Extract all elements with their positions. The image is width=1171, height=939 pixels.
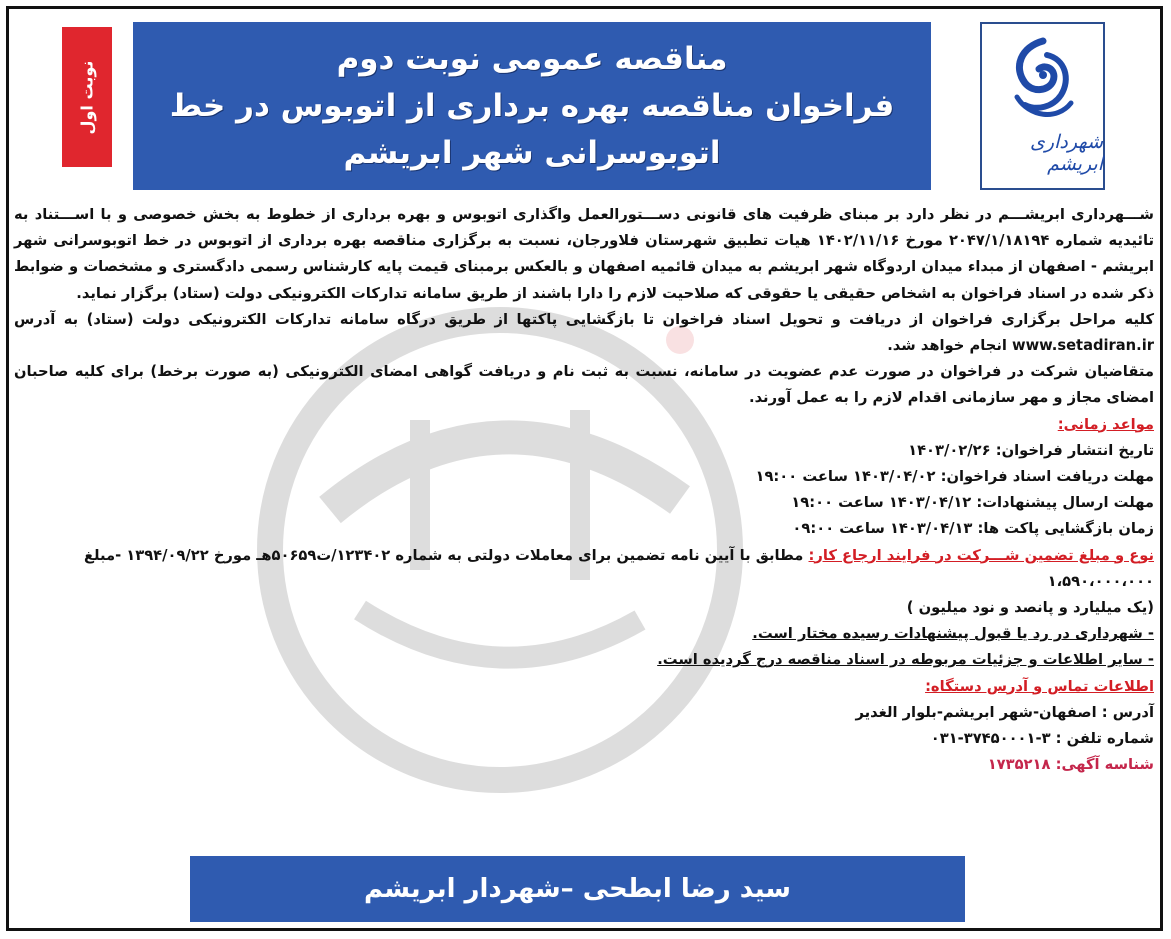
website-link[interactable]: www.setadiran.ir	[1012, 337, 1154, 355]
guarantee-paragraph	[14, 543, 1154, 595]
title-line-2: فراخوان مناقصه بهره برداری از اتوبوس در خط	[169, 87, 895, 124]
schedule-heading	[14, 412, 1154, 438]
contact-address: آدرس : اصفهان-شهر ابریشم-بلوار الغدیر	[855, 703, 1154, 721]
schedule-item: تاریخ انتشار فراخوان: ۱۴۰۳/۰۲/۲۶	[908, 441, 1154, 459]
contact-heading-text: اطلاعات تماس و آدرس دستگاه:	[925, 677, 1154, 695]
bidders-paragraph: متقاضیان شرکت در فراخوان در صورت عدم عضویت در سامانه، نسبت به ثبت نام و دریافت گواهی امضای الکترونیکی (به صورت برخط) برای کلیه صاحبان امضای مجاز و مهر سازمانی اقدام لازم را به عمل آورند.	[14, 363, 1154, 407]
title-banner	[133, 22, 931, 190]
footer-signature-bar	[190, 856, 965, 922]
ad-id: شناسه آگهی: ۱۷۳۵۲۱۸	[987, 756, 1154, 774]
intro-paragraph: شـــهرداری ابریشـــم در نظر دارد بر مبنای ظرفیت های قانونی دســـتورالعمل واگذاری اتوبوس و بهره برداری از خطوط به بخش خصوصی و با اســـتناد به تائیدیه شماره ۲۰۴۷/۱/۱۸۱۹۴ مورخ ۱۴۰۲/۱۱/۱۶ هیات تطبیق شهرستان فلاورجان، نسبت به برگزاری مناقصه بهره برداری از اتوبوس در خط اتوبوسرانی شهر ابریشم - اصفهان از مبداء میدان اردوگاه شهر ابریشم به میدان قائمیه اصفهان و بالعکس برمبنای قیمت پایه کارشناس رسمی دادگستری و مشخصات و ضوابط ذکر شده در اسناد فراخوان به اشخاص حقیقی یا حقوقی که صلاحیت لازم را دارا باشند از طریق سامانه تدارکات الکترونیکی دولت (ستاد) برگزار نماید.	[14, 206, 1155, 302]
process-suffix: انجام خواهد شد.	[887, 337, 1007, 355]
municipality-logo	[980, 22, 1105, 190]
title-line-3: اتوبوسرانی شهر ابریشم	[343, 134, 721, 171]
note-item	[14, 621, 1154, 647]
guarantee-amount-words: (یک میلیارد و پانصد و نود میلیون )	[906, 599, 1154, 617]
guarantee-text: مطابق با آیین نامه تضمین برای معاملات دولتی به شماره ۱۲۳۴۰۲/ت۵۰۶۵۹هـ مورخ ۱۳۹۴/۰۹/۲۲ -مبلغ ۱،۵۹۰،۰۰۰،۰۰۰	[83, 546, 1154, 590]
title-line-1: مناقصه عمومی نوبت دوم	[336, 40, 728, 77]
schedule-item: مهلت ارسال پیشنهادات: ۱۴۰۳/۰۴/۱۲ ساعت ۱۹:۰۰	[791, 494, 1154, 512]
process-paragraph	[14, 307, 1154, 359]
silk-logo-icon	[1003, 37, 1083, 127]
first-round-badge	[62, 27, 112, 167]
logo-text: شهرداری ابریشم	[1030, 131, 1103, 175]
contact-heading	[14, 674, 1154, 700]
note-item	[14, 647, 1154, 673]
schedule-item: مهلت دریافت اسناد فراخوان: ۱۴۰۳/۰۴/۰۲ ساعت ۱۹:۰۰	[755, 468, 1154, 486]
contact-phone: شماره تلفن : ۳-۳۷۴۵۰۰۰۱-۰۳۱	[930, 730, 1154, 748]
note-text: - شهرداری در رد یا قبول پیشنهادات رسیده مختار است.	[752, 625, 1154, 643]
notice-body	[14, 202, 1154, 842]
badge-label: نوبت اول	[77, 60, 97, 134]
header	[20, 22, 1105, 192]
schedule-heading-text: مواعد زمانی:	[1057, 415, 1154, 433]
footer-signature: سید رضا ابطحی –شهردار ابریشم	[364, 874, 791, 904]
guarantee-heading: نوع و مبلغ تضمین شـــرکت در فرایند ارجاع کار:	[808, 546, 1154, 564]
note-text: - سایر اطلاعات و جزئیات مربوطه در اسناد مناقصه درج گردیده است.	[657, 651, 1154, 669]
process-text: کلیه مراحل برگزاری فراخوان از دریافت و تحویل اسناد فراخوان تا بازگشایی پاکتها از طریق درگاه سامانه تدارکات الکترونیکی دولت (ستاد) به آدرس	[14, 310, 1154, 328]
schedule-item: زمان بازگشایی پاکت ها: ۱۴۰۳/۰۴/۱۳ ساعت ۰۹:۰۰	[792, 520, 1154, 538]
